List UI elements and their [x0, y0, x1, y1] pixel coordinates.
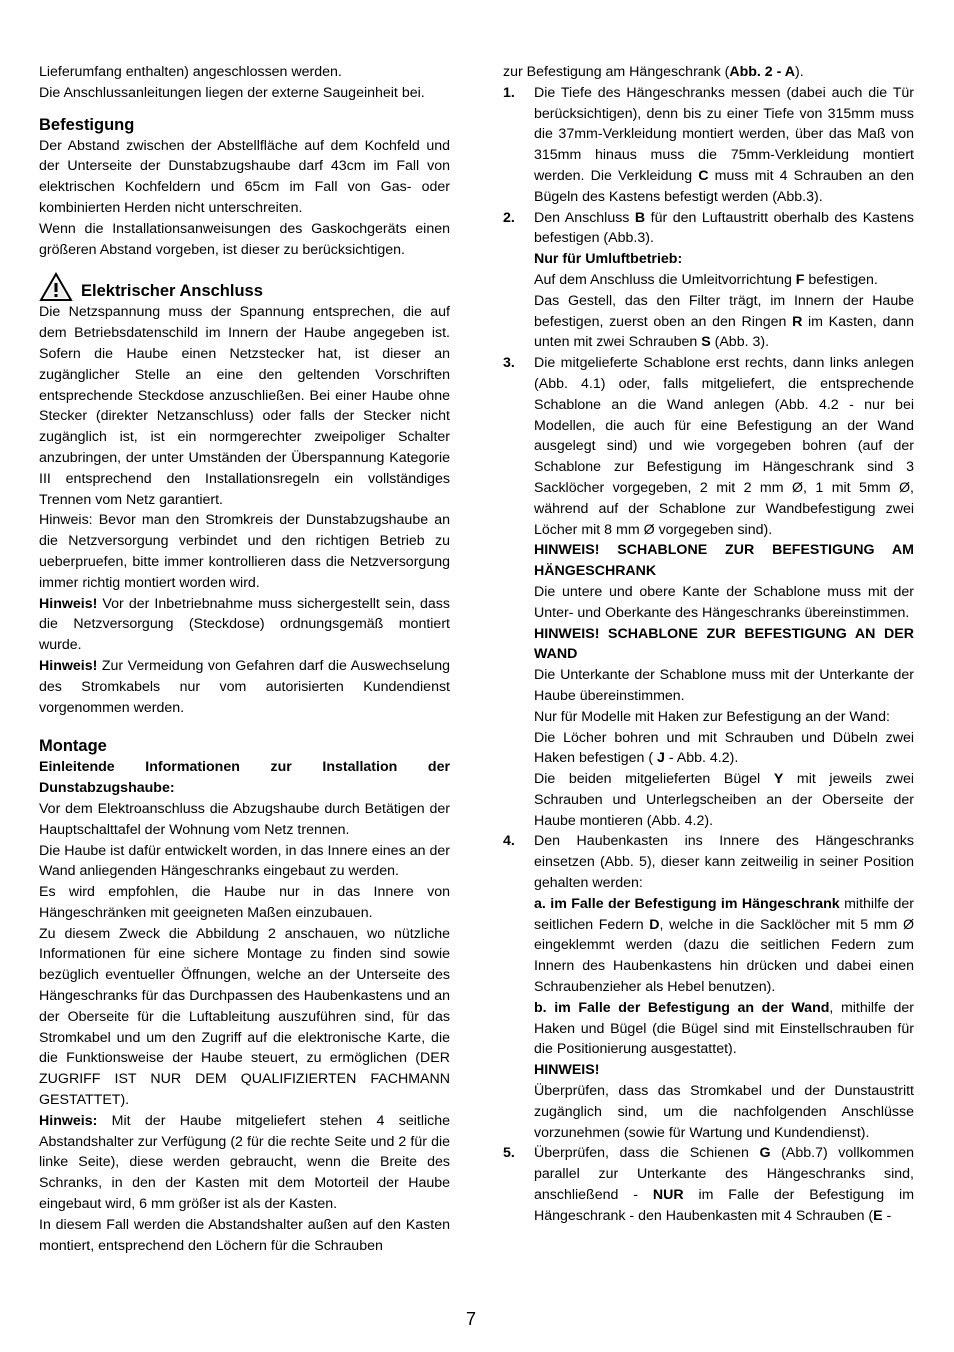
paragraph [503, 62, 914, 83]
paragraph [534, 1143, 914, 1226]
heading-text: Elektrischer Anschluss [81, 282, 263, 301]
list-item-4 [503, 831, 914, 1143]
ref: NUR [652, 1187, 684, 1204]
ref: Y [773, 771, 784, 788]
case-label: b. im Falle der Befestigung an der Wand [534, 999, 830, 1016]
text: für den Luftaustritt oberhalb des Kastens befestigen (Abb.3). [534, 209, 914, 247]
text: Überprüfen, dass die Schienen [534, 1145, 760, 1162]
paragraph [534, 291, 914, 353]
text: Die beiden mitgelieferten Bügel [534, 771, 774, 788]
ref: Abb. 2 - A [729, 64, 796, 80]
ref: E [873, 1207, 883, 1224]
paragraph: Die Unterkante der Schablone muss mit der Unterkante der Haube übereinstimmen. [534, 667, 914, 704]
list-item-3 [503, 353, 914, 831]
text: im Falle der Befestigung im Hängeschrank - den Haubenkasten mit 4 Schrauben ( [534, 1187, 915, 1224]
item-number: 5. [503, 1145, 515, 1162]
section-heading-elektrisch [39, 272, 450, 302]
intro-line: Lieferumfang enthalten) angeschlossen werden. [39, 64, 342, 80]
item-number: 2. [503, 209, 515, 226]
ref: F [795, 271, 805, 288]
intro-line: Die Anschlussanleitungen liegen der externe Saugeinheit bei. [39, 84, 425, 101]
section-heading-befestigung: Befestigung [39, 115, 135, 134]
text: zur Befestigung am Hängeschrank ( [503, 64, 730, 80]
paragraph [534, 998, 914, 1060]
note-text: Zur Vermeidung von Gefahren darf die Auswechselung des Stromkabels nur vom autorisierten Kundendienst vorgenommen werden. [39, 657, 450, 716]
ref: S [701, 334, 711, 351]
paragraph: Der Abstand zwischen der Abstellfläche auf dem Kochfeld und der Unterseite der Dunstabzugshaube darf 43cm im Fall von elektrischen Kochfeldern und 65cm im Fall von Gas- oder kombinierten Herden nicht unterschreiten. [39, 137, 450, 216]
item-number: 1. [503, 84, 515, 101]
case-label: a. im Falle der Befestigung im Hängeschrank [534, 895, 840, 912]
text: Die Tiefe des Hängeschranks messen (dabei auch die Tür berücksichtigen), denn bis zu einer Tiefe von 315mm muss die 37mm-Verkleidung montiert werden, über das Maß von 315mm hinaus muss die 75mm-Verkleidung montiert werden. Die Verkleidung [534, 84, 914, 184]
note-label: Hinweis! [39, 595, 98, 612]
ref: D [649, 916, 660, 933]
paragraph [534, 270, 914, 291]
paragraph: Hinweis: Bevor man den Stromkreis der Dunstabzugshaube an die Netzversorgung verbindet und den richtigen Betrieb zu ueberpruefen, bitte immer kontrollieren dass die Netzversorgung immer richtig montiert worden wird. [39, 512, 450, 591]
text: (Abb. 3). [710, 334, 770, 351]
paragraph: Nur für Modelle mit Haken zur Befestigung an der Wand: [534, 708, 890, 725]
paragraph [534, 208, 914, 250]
text: - [882, 1207, 892, 1224]
ref: R [792, 313, 803, 330]
text: mit jeweils zwei Schrauben und Unterlegscheiben an der Oberseite der Haube montieren (Abb. 4.2). [534, 771, 914, 829]
list-item-2 [503, 208, 914, 354]
page-number: 7 [466, 1309, 477, 1329]
text: - Abb. 4.2). [664, 750, 739, 767]
paragraph: Die untere und obere Kante der Schablone muss mit der Unter- und Oberkante des Hängeschranks übereinstimmen. [534, 583, 914, 621]
text: Den Anschluss [534, 209, 635, 226]
note-label: Hinweis: [39, 1112, 98, 1129]
text: Auf dem Anschluss die Umleitvorrichtung [534, 271, 796, 288]
subheading: HINWEIS! SCHABLONE ZUR BEFESTIGUNG AM HÄNGESCHRANK [534, 542, 914, 580]
warning-icon [39, 272, 73, 302]
paragraph [534, 728, 914, 770]
list-item-5 [503, 1143, 914, 1226]
paragraph: Den Haubenkasten ins Innere des Hängeschranks einsetzen (Abb. 5), dieser kann zeitweilig in seiner Position gehalten werden: [534, 833, 914, 892]
text: im Kasten, dann unten mit zwei Schrauben [534, 313, 914, 351]
paragraph: Zu diesem Zweck die Abbildung 2 anschauen, wo nützliche Informationen für eine sichere Montage zu finden sind sowie bezüglich eventueller Öffnungen, welche an der Unterseite des Hängeschranks für das Durchpassen des Haubenkastens und an der Oberseite für die Luftableitung auszuführen sind, für das Stromkabel und um den Zugriff auf die elektronische Karte, die die Funktionsweise der Haube steuert, zu ermöglichen (DER ZUGRIFF IST NUR DEM QUALIFIZIERTEN FACHMANN GESTATTET). [39, 925, 450, 1109]
paragraph [39, 1111, 450, 1215]
ref: B [634, 209, 646, 226]
text: ). [795, 64, 804, 80]
paragraph [534, 83, 914, 208]
paragraph: Vor dem Elektroanschluss die Abzugshaube durch Betätigen der Hauptschalttafel der Wohnung vom Netz trennen. [39, 800, 450, 838]
text: mithilfe der seitlichen Federn [534, 895, 914, 933]
text: muss mit 4 Schrauben an den Bügeln des Kastens befestigt werden (Abb.3). [534, 167, 914, 205]
text: , welche in die Sacklöcher mit 5 mm Ø eingeklemmt werden (dazu die seitlichen Federn zum Innern des Haubenkastens hin drücken und dabei einen Schraubenzieher als Hebel benutzen). [534, 916, 914, 996]
paragraph: Die Haube ist dafür entwickelt worden, in das Innere eines an der Wand anliegenden Hängeschranks eingebaut zu werden. [39, 842, 450, 880]
paragraph: In diesem Fall werden die Abstandshalter außen auf den Kasten montiert, entsprechend den Löchern für die Schrauben [39, 1216, 450, 1254]
text: Das Gestell, das den Filter trägt, im Innern der Haube befestigen, zuerst oben an den Ringen [534, 292, 914, 330]
text: (Abb.7) vollkommen parallel zur Unterkante des Hängeschranks sind, anschließend - [534, 1145, 914, 1204]
text: befestigen. [804, 271, 878, 288]
note-text: Vor der Inbetriebnahme muss sichergestellt sein, dass die Netzversorgung (Steckdose) ordnungsgemäß montiert wurde. [39, 595, 450, 654]
ref: G [759, 1145, 771, 1162]
paragraph: Wenn die Installationsanweisungen des Gaskochgeräts einen größeren Abstand vorgeben, ist dieser zu berücksichtigen. [39, 220, 450, 258]
ref: C [698, 167, 709, 184]
right-column [503, 62, 914, 1227]
paragraph: Die Netzspannung muss der Spannung entsprechen, die auf dem Betriebsdatenschild im Innern der Haube angegeben ist. Sofern die Haube einen Netzstecker hat, ist dieser an zugänglicher Stelle an eine den geltenden Vorschriften entsprechende Steckdose anzuschließen. Bei einer Haube ohne Stecker (direkter Netzanschluss) oder falls der Stecker nicht zugänglich ist, ist ein normgerechter zweipoliger Schalter anzubringen, der unter Umständen der Überspannung Kategorie III entsprechend den Installationsregeln ein vollständiges Trennen vom Netz garantiert. [39, 304, 450, 508]
section-heading-montage: Montage [39, 737, 107, 756]
subheading: HINWEIS! [534, 1062, 600, 1079]
paragraph [534, 894, 914, 998]
left-column [39, 62, 450, 1256]
paragraph: Es wird empfohlen, die Haube nur in das Innere von Hängeschränken mit geeigneten Maßen einzubauen. [39, 884, 450, 921]
ref: J [657, 750, 665, 767]
list-item-1 [503, 83, 914, 208]
paragraph [39, 656, 450, 718]
paragraph: Überprüfen, dass das Stromkabel und der Dunstaustritt zugänglich sind, um die nachfolgenden Anschlüsse vorzunehmen (sowie für Wartung und Kundendienst). [534, 1083, 914, 1141]
paragraph: Die mitgelieferte Schablone erst rechts, dann links anlegen (Abb. 4.1) oder, falls mitgeliefert, die entsprechende Schablone an die Wand anlegen (Abb. 4.2 - nur bei Modellen, die auch für eine Befestigung an der Wand ausgelegt sind) und wie vorgegeben bohren (auf der Schablone zur Befestigung im Hängeschrank sind 3 Sacklöcher vorgegeben, 2 mit 2 mm Ø, 1 mit 5mm Ø, während auf der Schablone zur Wandbefestigung zwei Löcher mit 8 mm Ø vorgegeben sind). [534, 355, 914, 538]
subheading: HINWEIS! SCHABLONE ZUR BEFESTIGUNG AN DER WAND [534, 625, 914, 663]
note-label: Hinweis! [39, 657, 98, 674]
subheading: Einleitende Informationen zur Installation der Dunstabzugshaube: [39, 759, 450, 797]
subheading: Nur für Umluftbetrieb: [534, 251, 683, 268]
paragraph [39, 594, 450, 656]
text: Die Löcher bohren und mit Schrauben und Dübeln zwei Haken befestigen ( [534, 729, 914, 767]
note-text: Mit der Haube mitgeliefert stehen 4 seitliche Abstandshalter zur Verfügung (2 für die rechte Seite und 2 für die linke Seite), diese werden gebraucht, wenn die Breite des Schranks, in den der Kasten mit dem Motorteil der Haube eingebaut wird, 6 mm größer ist als der Kasten. [39, 1112, 450, 1213]
paragraph [534, 769, 914, 831]
text: , mithilfe der Haken und Bügel (die Bügel sind mit Einstellschrauben für die Positionierung ausgestattet). [534, 999, 914, 1058]
item-number: 3. [503, 355, 515, 372]
item-number: 4. [503, 833, 515, 850]
